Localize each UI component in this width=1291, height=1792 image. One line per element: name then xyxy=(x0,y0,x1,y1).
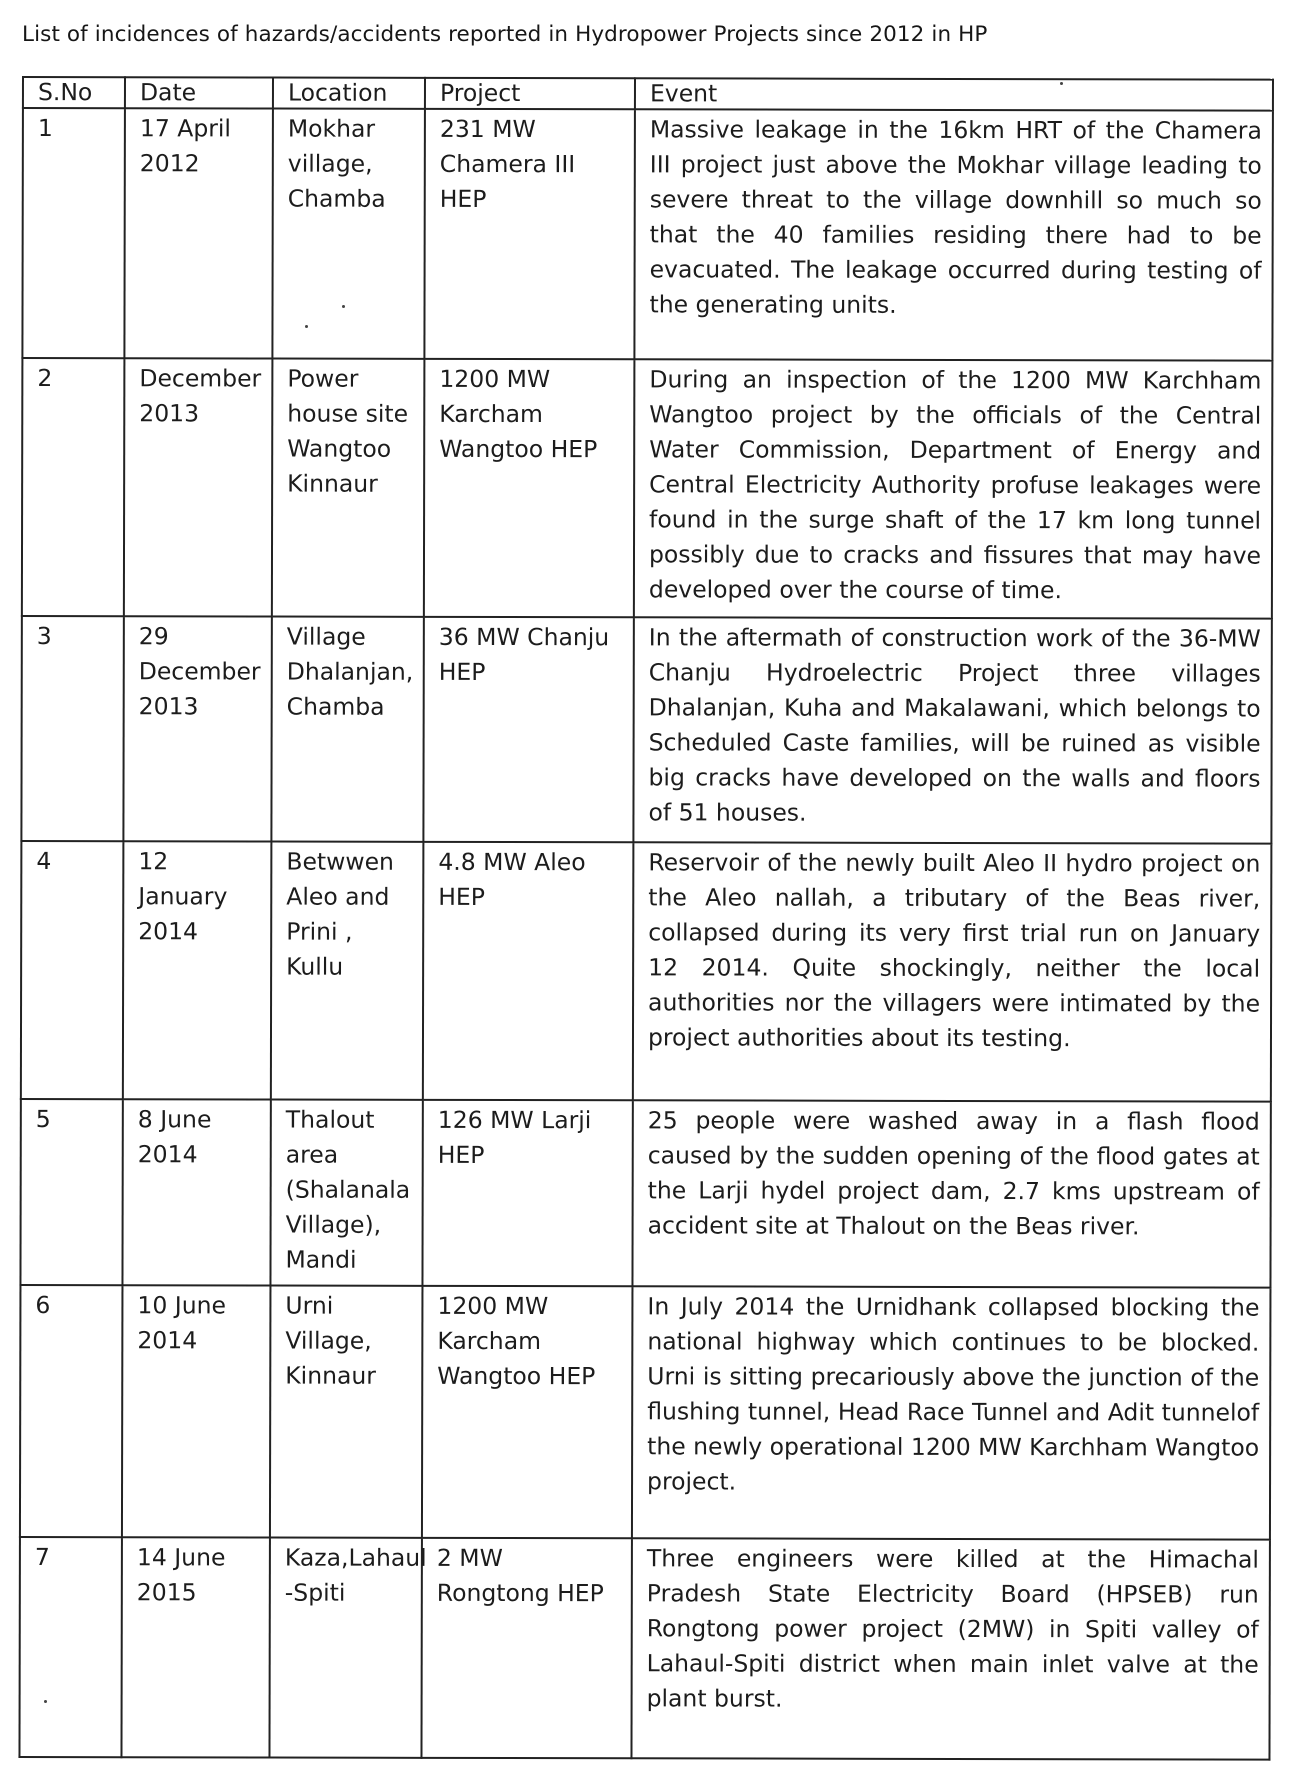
table-row xyxy=(22,358,1273,618)
header-date: Date xyxy=(125,77,273,108)
cell-sno: 2 xyxy=(22,358,125,616)
table-row xyxy=(20,1099,1270,1287)
table-header-row xyxy=(23,77,1273,111)
cell-location: Betwwen Aleo and Prini , Kullu xyxy=(271,841,424,1100)
cell-sno: 4 xyxy=(21,841,124,1100)
cell-date: 29 December 2013 xyxy=(123,616,271,841)
cell-date: 17 April 2012 xyxy=(124,108,273,359)
cell-project: 126 MW Larji HEP xyxy=(422,1100,632,1286)
cell-sno: 5 xyxy=(20,1099,122,1285)
scan-speck xyxy=(342,305,345,308)
cell-event: Three engineers were killed at the Himachal Pradesh State Electricity Board (HPSEB) run Rongtong power project (2MW) in Spiti valley of Lahaul-Spiti district when main inlet valve at the plant burst. xyxy=(631,1539,1269,1760)
cell-project: 2 MW Rongtong HEP xyxy=(421,1538,631,1758)
cell-sno: 3 xyxy=(21,616,123,841)
cell-location: Kaza,Lahaul -Spiti xyxy=(269,1538,421,1758)
table-row xyxy=(21,841,1272,1102)
cell-project: 4.8 MW Aleo HEP xyxy=(423,841,634,1100)
cell-sno: 7 xyxy=(19,1537,121,1757)
cell-project: 36 MW Chanju HEP xyxy=(423,617,633,842)
table-row xyxy=(19,1537,1269,1759)
page-title: List of incidences of hazards/accidents reported in Hydropower Projects since 2012 in HP xyxy=(22,22,988,47)
cell-sno: 1 xyxy=(22,108,125,359)
cell-date: 14 June 2015 xyxy=(121,1538,269,1758)
cell-event: 25 people were washed away in a flash flood caused by the sudden opening of the flood gates at the Larji hydel project dam, 2.7 kms upstream of accident site at Thalout on the Beas river. xyxy=(632,1101,1270,1288)
header-event: Event xyxy=(635,78,1273,110)
cell-location: Thalout area (Shalanala Village), Mandi xyxy=(270,1100,422,1286)
cell-location: Power house site Wangtoo Kinnaur xyxy=(272,359,425,617)
cell-date: December 2013 xyxy=(124,359,273,617)
table-row xyxy=(21,616,1271,843)
header-sno: S.No xyxy=(23,77,125,108)
scan-speck xyxy=(44,1700,47,1703)
cell-project: 231 MW Chamera III HEP xyxy=(424,109,635,360)
cell-event: In July 2014 the Urnidhank collapsed blocking the national highway which continues to be blocked. Urni is sitting precariously above the junction of the flushing tunnel, Head Race Tunnel and Adit tunnelof the newly operational 1200 MW Karchham Wangtoo project. xyxy=(632,1286,1271,1540)
cell-sno: 6 xyxy=(20,1285,123,1538)
header-location: Location xyxy=(273,78,425,109)
cell-date: 8 June 2014 xyxy=(122,1099,270,1285)
cell-project: 1200 MW Karcham Wangtoo HEP xyxy=(422,1286,633,1539)
table-row xyxy=(22,108,1273,361)
header-project: Project xyxy=(425,78,635,109)
cell-event: Massive leakage in the 16km HRT of the Chamera III project just above the Mokhar village leading to severe threat to the village downhill so much so that the 40 families residing there had to be evacuated. The leakage occurred during testing of the generating units. xyxy=(634,109,1273,361)
cell-location: Mokhar village, Chamba xyxy=(272,109,425,360)
cell-event: In the aftermath of construction work of the 36-MW Chanju Hydroelectric Project three villages Dhalanjan, Kuha and Makalawani, which belongs to Scheduled Caste families, will be ruined as visible big cracks have developed on the walls and floors of 51 houses. xyxy=(633,617,1271,843)
cell-location: Village Dhalanjan, Chamba xyxy=(271,616,423,841)
table-row xyxy=(20,1285,1271,1540)
cell-event: During an inspection of the 1200 MW Karchham Wangtoo project by the officials of the Central Water Commission, Department of Energy and Central Electricity Authority profuse leakages were found in the surge shaft of the 17 km long tunnel possibly due to cracks and fissures that may have developed over the course of time. xyxy=(634,360,1273,619)
scan-speck xyxy=(1060,82,1063,85)
cell-date: 12 January 2014 xyxy=(123,841,272,1100)
hazards-table-container xyxy=(18,76,1272,1761)
cell-project: 1200 MW Karcham Wangtoo HEP xyxy=(424,359,635,617)
scan-speck xyxy=(305,325,308,328)
cell-location: Urni Village, Kinnaur xyxy=(270,1285,423,1538)
hazards-table xyxy=(18,76,1274,1761)
cell-date: 10 June 2014 xyxy=(122,1285,271,1538)
cell-event: Reservoir of the newly built Aleo II hydro project on the Aleo nallah, a tributary of the Beas river, collapsed during its very first trial run on January 12 2014. Quite shockingly, neither the local authorities nor the villagers were intimated by the project authorities about its testing. xyxy=(633,842,1272,1102)
